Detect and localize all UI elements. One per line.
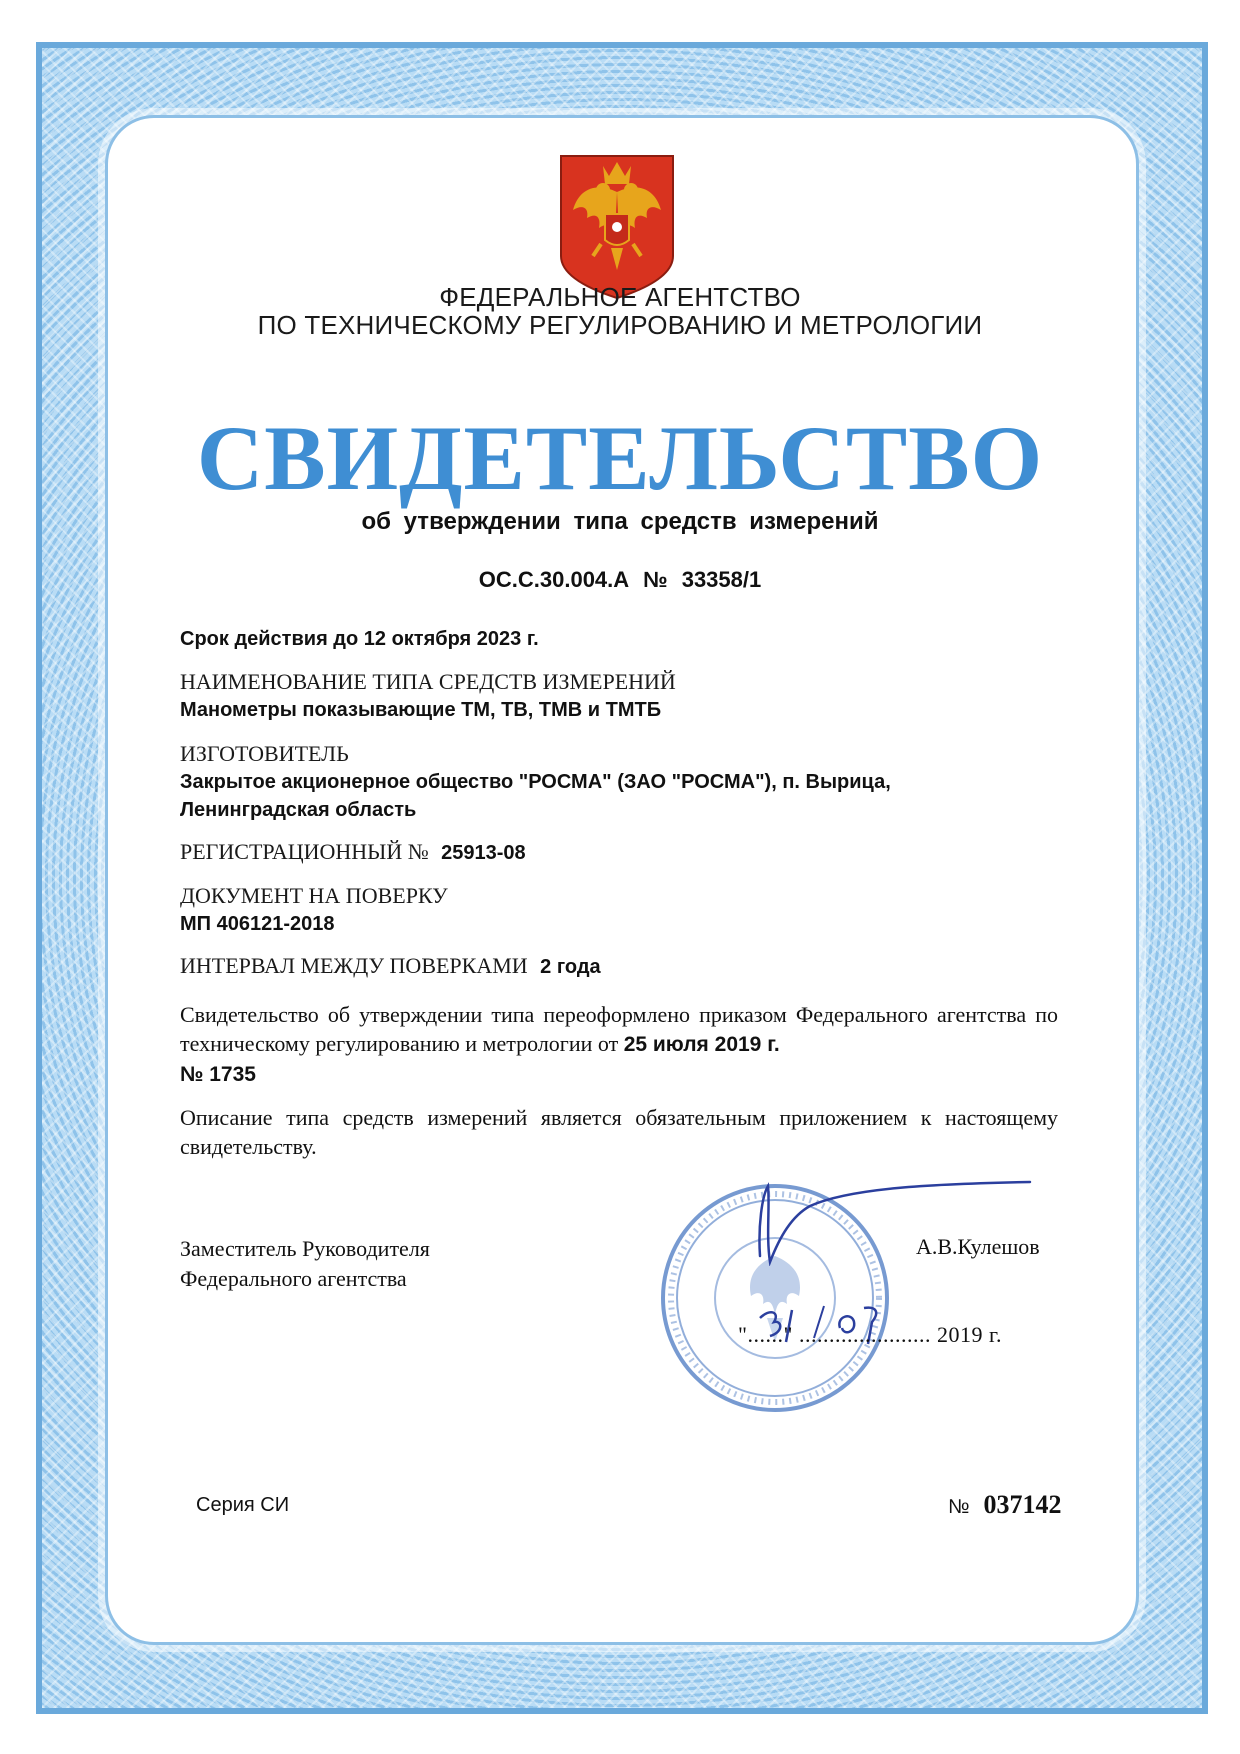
- certificate-number-value: 33358/1: [681, 567, 762, 592]
- series-label: Серия СИ: [196, 1494, 290, 1516]
- validity-section: [180, 625, 1060, 653]
- certificate-code: ОС.С.30.004.А: [478, 567, 630, 592]
- verification-document-label: ДОКУМЕНТ НА ПОВЕРКУ: [180, 883, 448, 908]
- manufacturer-value-line1: Закрытое акционерное общество "РОСМА" (ЗАО "РОСМА"), п. Вырица,: [180, 771, 891, 793]
- certificate-number: [140, 567, 1100, 593]
- manufacturer-section: [180, 740, 1060, 824]
- document-subtitle: об утверждении типа средств измерений: [361, 508, 879, 535]
- registration-label: РЕГИСТРАЦИОННЫЙ №: [180, 839, 429, 864]
- reissue-date: 25 июля 2019 г.: [623, 1033, 780, 1056]
- signatory-position-line1: Заместитель Руководителя: [180, 1236, 430, 1261]
- manufacturer-value-line2: Ленинградская область: [180, 799, 417, 821]
- serial-number-sign: №: [948, 1496, 970, 1518]
- signature-date-line: "......" ...................... 2019 г.: [738, 1322, 1003, 1347]
- serial-number: [948, 1490, 1061, 1520]
- type-name-section: [180, 668, 1060, 724]
- interval-label: ИНТЕРВАЛ МЕЖДУ ПОВЕРКАМИ: [180, 953, 528, 978]
- certificate-paper: [108, 118, 1136, 1642]
- reissue-order-number: № 1735: [180, 1063, 256, 1086]
- type-name-value: Манометры показывающие ТМ, ТВ, ТМВ и ТМТБ: [180, 699, 662, 721]
- interval-value: 2 года: [540, 956, 601, 978]
- description-note: Описание типа средств измерений является обязательным приложением к настоящему свидетельству.: [180, 1105, 1058, 1159]
- manufacturer-label: ИЗГОТОВИТЕЛЬ: [180, 741, 349, 766]
- document-title: СВИДЕТЕЛЬСТВО: [196, 407, 1044, 509]
- interval-section: [180, 952, 1060, 983]
- verification-document-section: [180, 882, 1060, 938]
- agency-name-line2: ПО ТЕХНИЧЕСКОМУ РЕГУЛИРОВАНИЮ И МЕТРОЛОГИИ: [257, 310, 983, 340]
- serial-number-value: 037142: [983, 1490, 1062, 1519]
- signatory-position-line2: Федерального агентства: [180, 1266, 407, 1291]
- validity-text: Срок действия до 12 октября 2023 г.: [180, 628, 539, 650]
- reissue-text: Свидетельство об утверждении типа переоформлено приказом Федерального агентства по техническому регулированию и метрологии от: [180, 1002, 1058, 1056]
- registration-section: [180, 838, 1060, 869]
- verification-document-value: МП 406121-2018: [180, 913, 335, 935]
- reissue-paragraph: [180, 1000, 1058, 1089]
- signatory-position: [180, 1234, 430, 1294]
- signatory-name: А.В.Кулешов: [916, 1234, 1040, 1259]
- agency-name-line1: ФЕДЕРАЛЬНОЕ АГЕНТСТВО: [439, 282, 801, 312]
- registration-value: 25913-08: [441, 842, 526, 864]
- type-name-label: НАИМЕНОВАНИЕ ТИПА СРЕДСТВ ИЗМЕРЕНИЙ: [180, 669, 676, 694]
- russian-coat-of-arms-icon: [557, 152, 677, 300]
- number-sign: №: [643, 567, 668, 592]
